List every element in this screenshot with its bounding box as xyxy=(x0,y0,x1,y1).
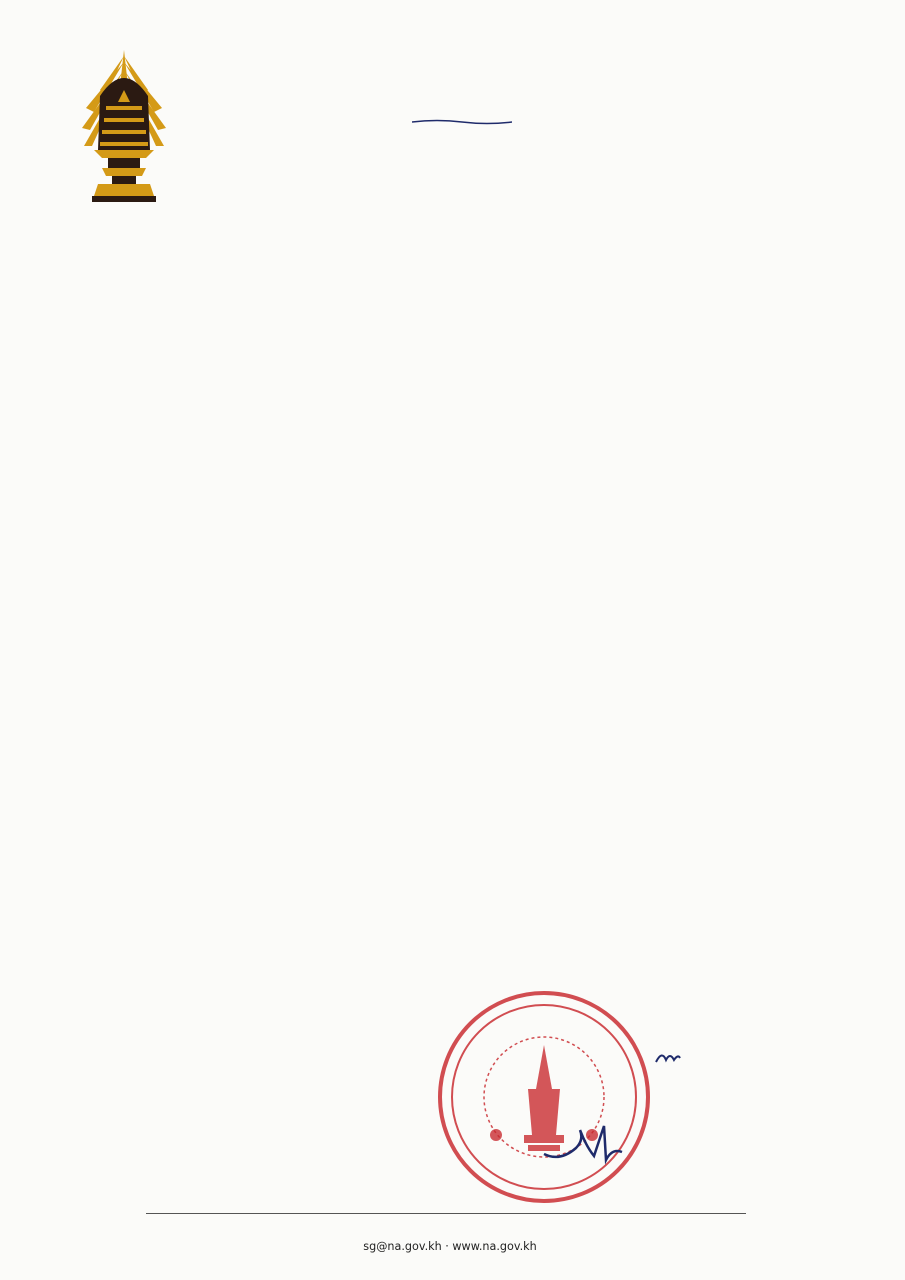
motto-ornament xyxy=(412,110,512,116)
footer-divider xyxy=(146,1213,746,1214)
signature-icon xyxy=(540,1118,625,1168)
letter-body xyxy=(88,270,883,272)
footer-contact: sg@na.gov.kh · www.na.gov.kh xyxy=(363,1240,537,1253)
official-seal-icon xyxy=(424,985,664,1210)
assembly-emblem-icon xyxy=(78,46,170,214)
initial-mark-icon xyxy=(654,1048,682,1068)
